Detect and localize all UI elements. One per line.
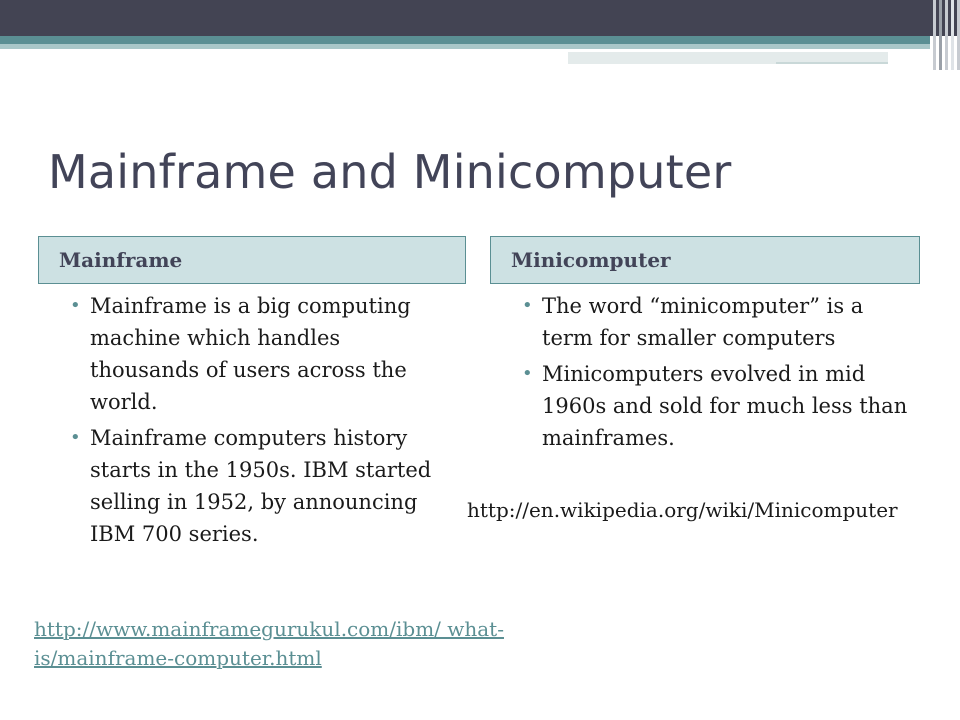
mainframe-bullet-list	[64, 290, 456, 554]
top-band	[0, 0, 960, 36]
list-item: • Minicomputers evolved in mid 1960s and sold for much less than mainframes.	[516, 358, 908, 454]
wikipedia-source-text: http://en.wikipedia.org/wiki/Minicomputer	[467, 498, 898, 522]
minicomputer-bullet-list	[516, 290, 908, 458]
slide-title: Mainframe and Minicomputer	[48, 145, 732, 199]
minicomputer-header: Minicomputer	[490, 236, 920, 284]
list-item: • Mainframe is a big computing machine which handles thousands of users across the world.	[64, 290, 456, 418]
teal-band	[0, 36, 930, 44]
mainframe-header: Mainframe	[38, 236, 466, 284]
accent-bar-small	[776, 62, 888, 64]
list-item: • Mainframe computers history starts in the 1950s. IBM started selling in 1952, by announcing IBM 700 series.	[64, 422, 456, 550]
mainframe-source-link[interactable]: http://www.mainframegurukul.com/ibm/ what-is/mainframe-computer.html	[34, 617, 504, 670]
corner-stripes	[930, 0, 960, 70]
list-item: • The word “minicomputer” is a term for smaller computers	[516, 290, 908, 354]
